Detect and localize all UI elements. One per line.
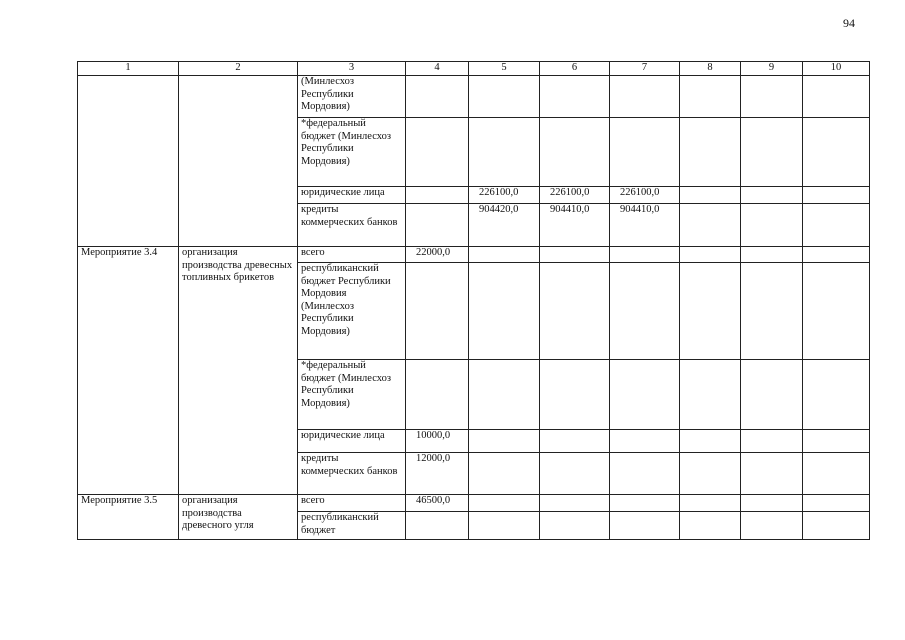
value-cell: [803, 495, 870, 512]
value-cell: [741, 512, 803, 540]
value-cell: [680, 263, 741, 360]
value-cell: [680, 512, 741, 540]
value-cell: [680, 118, 741, 187]
value-cell: [469, 360, 540, 430]
value-cell: [741, 76, 803, 118]
value-cell: [680, 187, 741, 204]
funding-table: [77, 61, 870, 540]
header-cell: 10: [803, 62, 870, 76]
value-cell: [741, 263, 803, 360]
measure-cell: Мероприятие 3.5: [78, 495, 179, 540]
value-cell: [469, 495, 540, 512]
value-cell: [803, 247, 870, 263]
table-row: [78, 76, 870, 118]
source-cell: юридические лица: [298, 187, 406, 204]
value-cell: 12000,0: [406, 453, 469, 495]
source-cell: *федеральный бюджет (Минлесхоз Республики Мордовия): [298, 360, 406, 430]
table-row: [78, 495, 870, 512]
value-cell: [406, 512, 469, 540]
value-cell: [406, 118, 469, 187]
source-cell: *федеральный бюджет (Минлесхоз Республики Мордовия): [298, 118, 406, 187]
header-cell: 5: [469, 62, 540, 76]
value-cell: [741, 453, 803, 495]
value-cell: [540, 247, 610, 263]
value-cell: [610, 76, 680, 118]
value-cell: 904420,0: [469, 204, 540, 247]
value-cell: 22000,0: [406, 247, 469, 263]
value-cell: [741, 118, 803, 187]
value-cell: [610, 263, 680, 360]
value-cell: [469, 263, 540, 360]
value-cell: 904410,0: [540, 204, 610, 247]
value-cell: [610, 118, 680, 187]
measure-cell: Мероприятие 3.4: [78, 247, 179, 495]
value-cell: [406, 187, 469, 204]
description-cell: организация производства древесного угля: [179, 495, 298, 540]
page-number: 94: [843, 16, 855, 30]
value-cell: [540, 263, 610, 360]
value-cell: [803, 512, 870, 540]
value-cell: [610, 453, 680, 495]
value-cell: [469, 430, 540, 453]
value-cell: [803, 360, 870, 430]
value-cell: [406, 204, 469, 247]
description-cell: организация производства древесных топливных брикетов: [179, 247, 298, 495]
value-cell: [610, 360, 680, 430]
table-row: [78, 247, 870, 263]
value-cell: [803, 204, 870, 247]
value-cell: [469, 118, 540, 187]
source-cell: всего: [298, 247, 406, 263]
header-cell: 9: [741, 62, 803, 76]
value-cell: [741, 360, 803, 430]
value-cell: [469, 247, 540, 263]
value-cell: [540, 430, 610, 453]
value-cell: [680, 204, 741, 247]
measure-cell: [78, 76, 179, 247]
value-cell: [610, 495, 680, 512]
value-cell: [610, 430, 680, 453]
value-cell: [741, 187, 803, 204]
value-cell: [540, 360, 610, 430]
value-cell: [803, 76, 870, 118]
value-cell: [741, 204, 803, 247]
value-cell: [680, 76, 741, 118]
value-cell: [540, 495, 610, 512]
value-cell: [803, 187, 870, 204]
header-row: [78, 62, 870, 76]
value-cell: 46500,0: [406, 495, 469, 512]
header-cell: 7: [610, 62, 680, 76]
value-cell: [406, 263, 469, 360]
value-cell: [741, 495, 803, 512]
value-cell: 226100,0: [540, 187, 610, 204]
header-cell: 1: [78, 62, 179, 76]
value-cell: [540, 512, 610, 540]
value-cell: [803, 430, 870, 453]
value-cell: [610, 247, 680, 263]
value-cell: [540, 453, 610, 495]
source-cell: кредиты коммерческих банков: [298, 453, 406, 495]
source-cell: всего: [298, 495, 406, 512]
source-cell: юридические лица: [298, 430, 406, 453]
source-cell: кредиты коммерческих банков: [298, 204, 406, 247]
value-cell: [680, 495, 741, 512]
header-cell: 4: [406, 62, 469, 76]
value-cell: 226100,0: [469, 187, 540, 204]
value-cell: 226100,0: [610, 187, 680, 204]
value-cell: [540, 76, 610, 118]
value-cell: 904410,0: [610, 204, 680, 247]
value-cell: [469, 512, 540, 540]
source-cell: (Минлесхоз Республики Мордовия): [298, 76, 406, 118]
value-cell: [680, 453, 741, 495]
value-cell: [540, 118, 610, 187]
value-cell: [610, 512, 680, 540]
value-cell: 10000,0: [406, 430, 469, 453]
value-cell: [406, 360, 469, 430]
header-cell: 6: [540, 62, 610, 76]
value-cell: [469, 453, 540, 495]
value-cell: [803, 263, 870, 360]
value-cell: [803, 118, 870, 187]
source-cell: республиканский бюджет: [298, 512, 406, 540]
source-cell: республиканский бюджет Республики Мордовия (Минлесхоз Республики Мордовия): [298, 263, 406, 360]
value-cell: [741, 247, 803, 263]
value-cell: [680, 247, 741, 263]
header-cell: 8: [680, 62, 741, 76]
header-cell: 3: [298, 62, 406, 76]
value-cell: [741, 430, 803, 453]
value-cell: [469, 76, 540, 118]
header-cell: 2: [179, 62, 298, 76]
description-cell: [179, 76, 298, 247]
value-cell: [803, 453, 870, 495]
value-cell: [406, 76, 469, 118]
value-cell: [680, 430, 741, 453]
value-cell: [680, 360, 741, 430]
